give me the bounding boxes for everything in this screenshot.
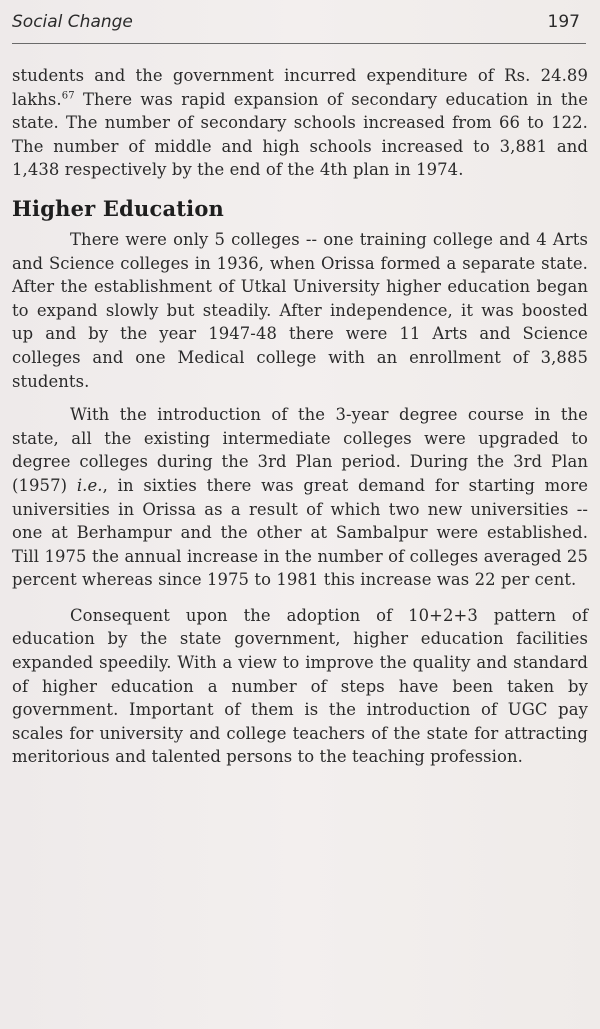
section-heading: Higher Education: [12, 195, 225, 221]
footnote-marker: 67: [61, 90, 75, 102]
page-number: 197: [547, 12, 580, 32]
paragraph-3-ie: i.e.: [76, 475, 103, 495]
paragraph-3-text-a: With the introduction of the 3-year degree course in the state, all the existing intermediate colleges were upgraded to degree colleges during the 3rd Plan period. During the 3rd Plan (1957): [12, 405, 588, 495]
paragraph-3-text-b: , in sixties there was great demand for starting more universities in Orissa as a result of which two new universities -- one at Berhampur and the other at Sambalpur were established. Till 1975 the annual increase in the number of colleges averaged 25 percent whereas since 1975 to 1981 this increase was 22 per cent.: [12, 475, 588, 590]
running-title: Social Change: [12, 12, 133, 32]
paragraph-1-text-a: students and the government incurred expenditure of Rs. 24.89 lakhs.: [12, 66, 588, 109]
running-header: [12, 12, 580, 38]
paragraph-3: [12, 403, 588, 592]
paragraph-1-text-b: There was rapid expansion of secondary education in the state. The number of secondary schools increased from 66 to 122. The number of middle and high schools increased to 3,881 and 1,438 respectively by the end of the 4th plan in 1974.: [12, 89, 588, 180]
paragraph-2: There were only 5 colleges -- one training college and 4 Arts and Science colleges in 1936, when Orissa formed a separate state. After the establishment of Utkal University higher education began to expand slowly but steadily. After independence, it was boosted up and by the year 1947-48 there were 11 Arts and Science colleges and one Medical college with an enrollment of 3,885 students.: [12, 229, 588, 391]
body-text: [12, 64, 588, 769]
paragraph-1: [12, 64, 588, 182]
header-rule: [12, 43, 586, 44]
paragraph-4: Consequent upon the adoption of 10+2+3 pattern of education by the state government, higher education facilities expanded speedily. With a view to improve the quality and standard of higher education a number of steps have been taken by government. Important of them is the introduction of UGC pay scales for university and college teachers of the state for attracting meritorious and talented persons to the teaching profession.: [12, 605, 588, 767]
